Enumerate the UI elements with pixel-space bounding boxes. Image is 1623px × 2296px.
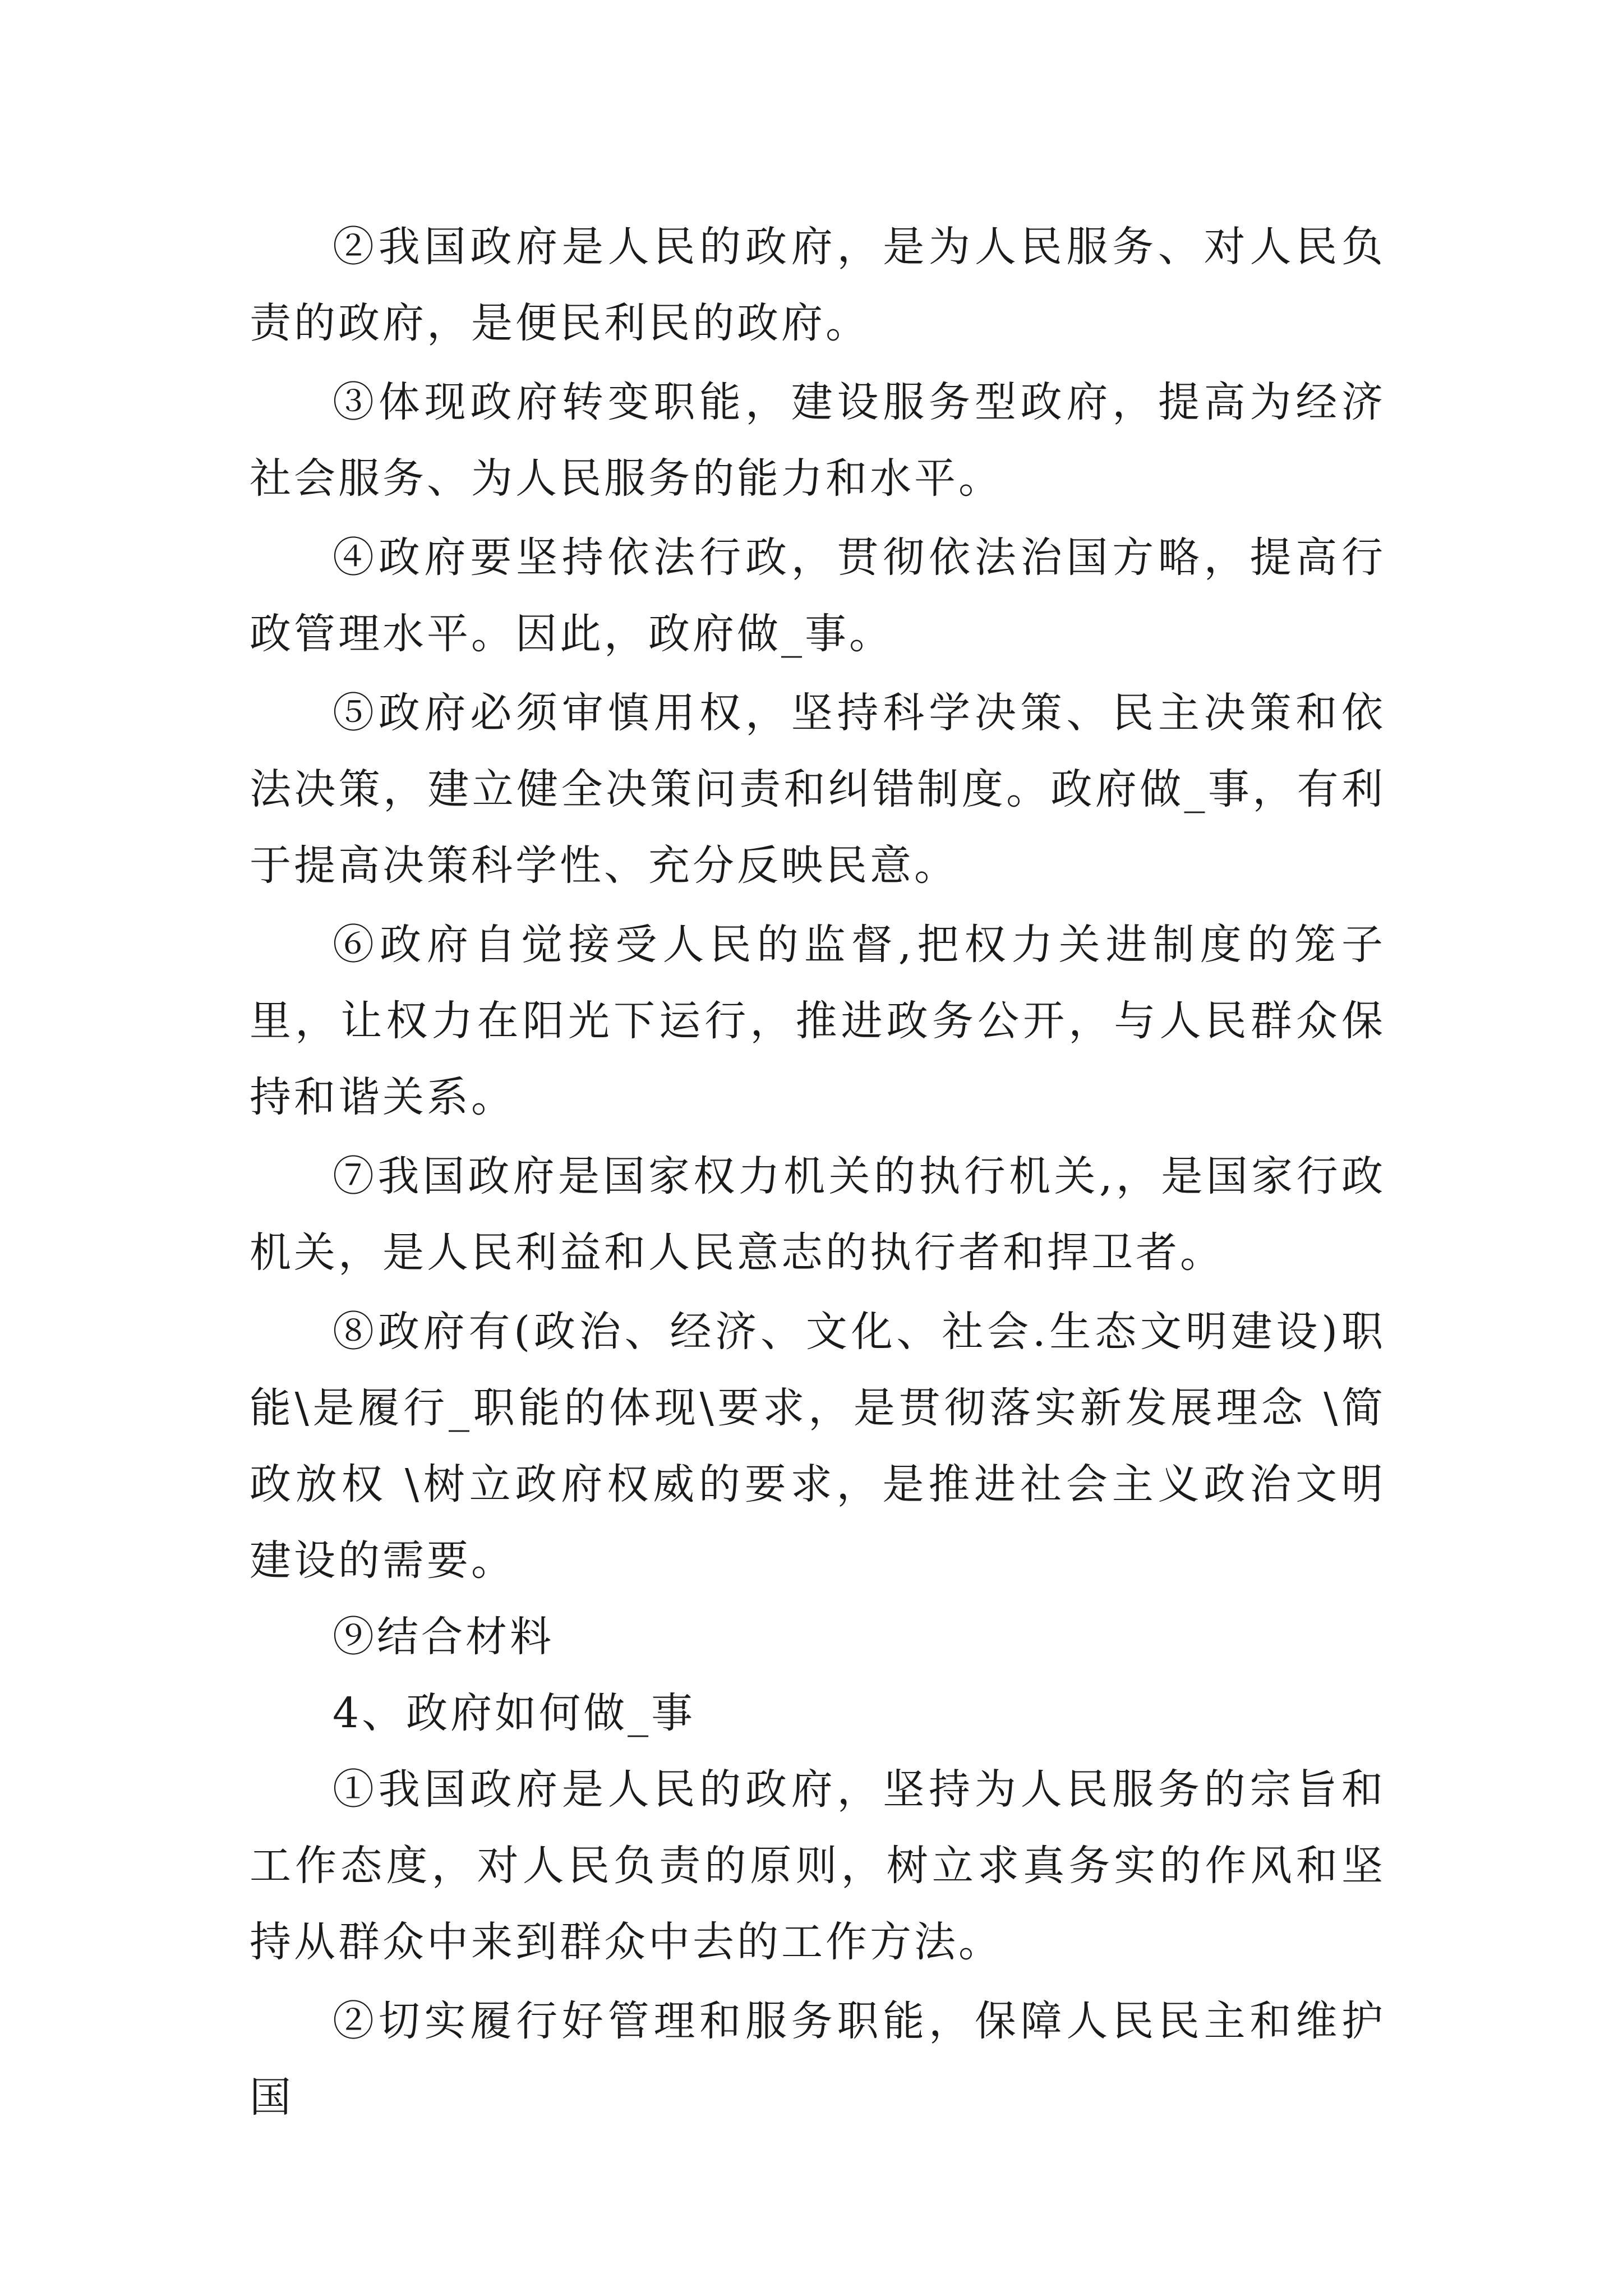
paragraph-point-8: ⑧政府有(政治、经济、文化、社会.生态文明建设)职能\是履行_职能的体现\要求，是贯彻落实新发展理念 \简政放权 \树立政府权威的要求，是推进社会主义政治文明建设的需要。: [250, 1308, 1386, 1585]
paragraph-point-5: ⑤政府必须审慎用权，坚持科学决策、民主决策和依法决策，建立健全决策问责和纠错制度。政府做_事，有利于提高决策科学性、充分反映民意。: [250, 689, 1386, 890]
paragraph-method-2: ②切实履行好管理和服务职能，保障人民民主和维护国: [250, 1997, 1386, 2122]
document-body: [250, 209, 1386, 2136]
paragraph-point-4: ④政府要坚持依法行政，贯彻依法治国方略，提高行政管理水平。因此，政府做_事。: [250, 533, 1386, 658]
paragraph-point-2: ②我国政府是人民的政府，是为人民服务、对人民负责的政府，是便民利民的政府。: [250, 223, 1386, 347]
paragraph-point-6: ⑥政府自觉接受人民的监督,把权力关进制度的笼子里，让权力在阳光下运行，推进政务公开，与人民群众保持和谐关系。: [250, 921, 1386, 1121]
paragraph-point-7: ⑦我国政府是国家权力机关的执行机关,，是国家行政机关，是人民利益和人民意志的执行者和捍卫者。: [250, 1152, 1386, 1277]
section-heading-4: 4、政府如何做_事: [333, 1689, 696, 1737]
paragraph-method-1: ①我国政府是人民的政府，坚持为人民服务的宗旨和工作态度，对人民负责的原则，树立求真务实的作风和坚持从群众中来到群众中去的工作方法。: [250, 1765, 1386, 1966]
paragraph-point-3: ③体现政府转变职能，建设服务型政府，提高为经济社会服务、为人民服务的能力和水平。: [250, 378, 1386, 503]
paragraph-point-9: ⑨结合材料: [333, 1613, 554, 1661]
